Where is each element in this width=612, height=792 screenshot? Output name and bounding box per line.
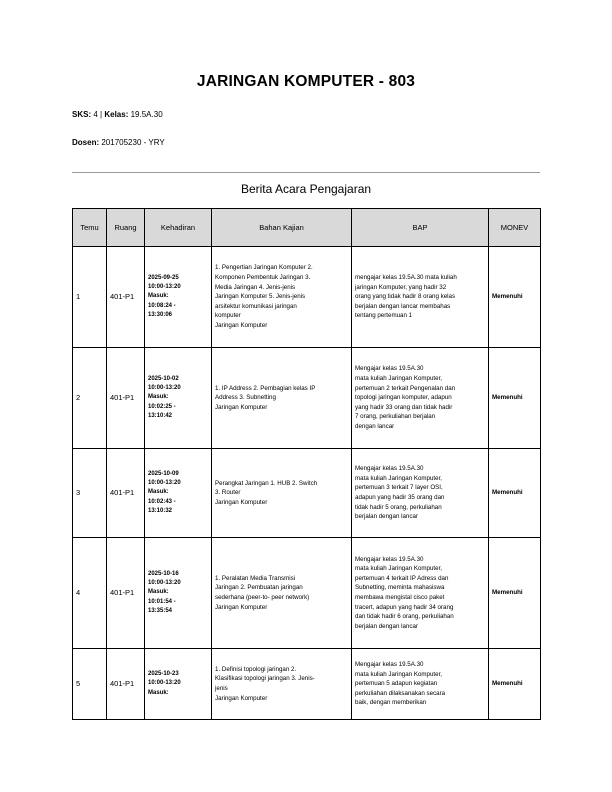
cell-bahan-kajian-line: komputer bbox=[215, 312, 241, 320]
cell-kehadiran bbox=[145, 449, 212, 538]
cell-bap bbox=[352, 649, 489, 720]
cell-bap bbox=[352, 538, 489, 649]
cell-monev: Memenuhi bbox=[489, 649, 541, 720]
cell-bap-line: perkuliahan dilaksanakan secara bbox=[355, 689, 446, 697]
cell-bahan-kajian-line: Jaringan Komputer bbox=[215, 603, 268, 611]
cell-bap-line: tentang pertemuan 1 bbox=[355, 312, 413, 320]
cell-kehadiran-line: 2025-10-16 bbox=[148, 570, 179, 577]
cell-bahan-kajian-line: jenis bbox=[215, 685, 228, 692]
cell-temu: 4 bbox=[73, 538, 107, 649]
cell-monev: Memenuhi bbox=[489, 538, 541, 649]
cell-kehadiran-line: Masuk: bbox=[148, 394, 169, 401]
cell-kehadiran bbox=[145, 538, 212, 649]
cell-bahan-kajian-line: sederhana (peer-to- peer network) bbox=[215, 594, 310, 601]
cell-bap-line: dan tidak hadir 6 orang, perkuliahan bbox=[355, 613, 454, 621]
cell-bahan-kajian-line: 1. Definisi topologi jaringan 2. bbox=[215, 665, 297, 673]
table-row bbox=[73, 649, 541, 720]
cell-kehadiran-line: 13:10:32 bbox=[148, 507, 173, 514]
cell-bahan-kajian-line: 1. IP Address 2. Pembagian kelas IP bbox=[215, 384, 316, 392]
cell-bahan-kajian-line: Komponen Pembentuk Jaringan 3. bbox=[215, 273, 311, 281]
cell-bap-line: Mengajar kelas 19.5A.30 bbox=[355, 660, 424, 668]
cell-bahan-kajian-line: Jaringan Komputer bbox=[215, 403, 268, 411]
header-temu: Temu bbox=[73, 209, 107, 247]
header-bahan-kajian: Bahan Kajian bbox=[212, 209, 352, 247]
cell-bap-line: Mengajar kelas 19.5A.30 bbox=[355, 365, 424, 373]
dosen-value: 201705230 - YRY bbox=[101, 138, 165, 147]
cell-bahan-kajian bbox=[212, 649, 352, 720]
cell-ruang: 401-P1 bbox=[107, 247, 145, 348]
cell-bahan-kajian-line: 1. Pengertian Jaringan Komputer 2. bbox=[215, 264, 313, 272]
cell-kehadiran bbox=[145, 247, 212, 348]
cell-bap-line: membawa mengistal cisco paket bbox=[355, 594, 445, 601]
cell-kehadiran-line: 2025-10-09 bbox=[148, 470, 179, 477]
cell-bap-line: dengan lancar bbox=[355, 423, 395, 431]
cell-bahan-kajian-line: Jaringan Komputer bbox=[215, 322, 268, 330]
cell-kehadiran bbox=[145, 348, 212, 449]
cell-kehadiran-line: 10:00-13:20 bbox=[148, 680, 181, 687]
cell-temu: 5 bbox=[73, 649, 107, 720]
meta-separator: | bbox=[100, 110, 103, 119]
cell-ruang: 401-P1 bbox=[107, 449, 145, 538]
cell-bap-line: berjalan dengan lancar bbox=[355, 513, 418, 521]
cell-kehadiran-line: 2025-09-25 bbox=[148, 274, 179, 281]
sks-value: 4 bbox=[93, 110, 98, 119]
cell-bahan-kajian-line: Media Jaringan 4. Jenis-jenis bbox=[215, 283, 296, 291]
cell-bahan-kajian-line: Jaringan 2. Pembuatan jaringan bbox=[215, 584, 303, 592]
cell-bap-line: mengajar kelas 19.5A.30 mata kuliah bbox=[355, 273, 457, 281]
course-meta-sks-kelas bbox=[72, 110, 163, 119]
cell-bap-line: baik, dengan memberikan bbox=[355, 699, 427, 707]
cell-kehadiran-line: Masuk: bbox=[148, 489, 169, 496]
cell-bap bbox=[352, 247, 489, 348]
cell-bap-line: pertemuan 3 terkait 7 layer OSI, bbox=[355, 484, 443, 492]
section-title: Berita Acara Pengajaran bbox=[240, 182, 372, 196]
cell-kehadiran-line: 13:35:54 bbox=[148, 607, 173, 614]
cell-bap-line: Subnetting, meminta mahasiswa bbox=[355, 584, 445, 592]
cell-bahan-kajian-line: Perangkat Jaringan 1. HUB 2. Switch bbox=[215, 479, 318, 487]
cell-ruang: 401-P1 bbox=[107, 538, 145, 649]
cell-bap-line: mata kuliah Jaringan Komputer, bbox=[355, 374, 443, 382]
table-row bbox=[73, 538, 541, 649]
cell-kehadiran-line: 13:10:42 bbox=[148, 412, 173, 419]
cell-bap-line: orang yang tidak hadir 8 orang kelas bbox=[355, 293, 456, 301]
header-ruang: Ruang bbox=[107, 209, 145, 247]
cell-kehadiran-line: 2025-10-02 bbox=[148, 375, 179, 382]
cell-kehadiran-line: 2025-10-23 bbox=[148, 671, 179, 678]
cell-bahan-kajian-line: Jaringan Komputer bbox=[215, 498, 268, 506]
cell-temu: 2 bbox=[73, 348, 107, 449]
cell-bap-line: 7 orang, perkuliahan berjalan bbox=[355, 413, 436, 421]
cell-bap-line: topologi jaringan komputer, adapun bbox=[355, 394, 452, 402]
table-row bbox=[73, 348, 541, 449]
cell-kehadiran-line: 10:02:25 - bbox=[148, 403, 176, 410]
cell-bahan-kajian-line: arsitektur komunikasi jaringan bbox=[215, 302, 297, 310]
course-title: JARINGAN KOMPUTER - 803 bbox=[196, 73, 416, 90]
header-monev: MONEV bbox=[489, 209, 541, 247]
cell-bap-line: pertemuan 5 adapun kegiatan bbox=[355, 680, 438, 688]
cell-bahan-kajian bbox=[212, 449, 352, 538]
cell-bap-line: berjalan dengan lancar membahas bbox=[355, 302, 451, 310]
cell-kehadiran-line: 10:00-13:20 bbox=[148, 480, 181, 487]
cell-bap-line: berjalan dengan lancar bbox=[355, 622, 418, 630]
cell-kehadiran-line: 10:00-13:20 bbox=[148, 580, 181, 587]
cell-bap-line: Mengajar kelas 19.5A.30 bbox=[355, 465, 424, 473]
cell-kehadiran-line: 10:00-13:20 bbox=[148, 284, 181, 291]
cell-kehadiran-line: 10:01:54 - bbox=[148, 598, 176, 605]
kelas-label: Kelas: bbox=[104, 110, 129, 119]
cell-bap-line: jaringan Komputer, yang hadir 32 bbox=[355, 283, 447, 291]
bap-table bbox=[72, 208, 541, 720]
cell-bahan-kajian bbox=[212, 247, 352, 348]
cell-bahan-kajian-line: 3. Router bbox=[215, 489, 241, 497]
cell-bap-line: tidak hadir 5 orang, perkuliahan bbox=[355, 503, 442, 511]
cell-bahan-kajian-line: Address 3. Subnetting bbox=[215, 394, 276, 402]
cell-ruang: 401-P1 bbox=[107, 348, 145, 449]
cell-bap-line: adapun yang hadir 35 orang dan bbox=[355, 494, 445, 501]
cell-monev: Memenuhi bbox=[489, 449, 541, 538]
cell-bahan-kajian-line: Jaringan Komputer bbox=[215, 694, 268, 702]
cell-bahan-kajian bbox=[212, 538, 352, 649]
cell-ruang: 401-P1 bbox=[107, 649, 145, 720]
cell-kehadiran bbox=[145, 649, 212, 720]
cell-bap-line: mata kuliah Jaringan Komputer, bbox=[355, 565, 443, 573]
divider-line bbox=[72, 172, 540, 173]
cell-kehadiran-line: 10:08:24 - bbox=[148, 302, 176, 309]
cell-bap-line: mata kuliah Jaringan Komputer, bbox=[355, 474, 443, 482]
cell-temu: 3 bbox=[73, 449, 107, 538]
sks-label: SKS: bbox=[72, 110, 92, 119]
cell-bap-line: mata kuliah Jaringan Komputer, bbox=[355, 670, 443, 678]
table-row bbox=[73, 449, 541, 538]
course-meta-dosen bbox=[72, 138, 165, 147]
table-header-row bbox=[73, 209, 541, 247]
cell-kehadiran-line: 10:00-13:20 bbox=[148, 385, 181, 392]
cell-bahan-kajian-line: 1. Peralatan Media Transmisi bbox=[215, 574, 296, 582]
cell-bap bbox=[352, 348, 489, 449]
cell-bap-line: Mengajar kelas 19.5A.30 bbox=[355, 555, 424, 563]
cell-kehadiran-line: 10:02:43 - bbox=[148, 498, 176, 505]
cell-bap-line: yang hadir 33 orang dan tidak hadir bbox=[355, 403, 453, 411]
dosen-label: Dosen: bbox=[72, 138, 100, 147]
cell-kehadiran-line: 13:30:06 bbox=[148, 311, 173, 318]
cell-bap bbox=[352, 449, 489, 538]
cell-bap-line: pertemuan 2 terkait Pengenalan dan bbox=[355, 384, 456, 392]
header-bap: BAP bbox=[352, 209, 489, 247]
cell-bap-line: tracert, adapun yang hadir 34 orang bbox=[355, 603, 454, 611]
cell-monev: Memenuhi bbox=[489, 348, 541, 449]
cell-bahan-kajian-line: Klasifikasi topologi jaringan 3. Jenis- bbox=[215, 675, 315, 683]
cell-bahan-kajian-line: Jaringan Komputer 5. Jenis-jenis bbox=[215, 293, 306, 301]
cell-bap-line: pertemuan 4 terkait IP Adress dan bbox=[355, 574, 449, 582]
cell-kehadiran-line: Masuk: bbox=[148, 689, 169, 696]
cell-temu: 1 bbox=[73, 247, 107, 348]
cell-kehadiran-line: Masuk: bbox=[148, 293, 169, 300]
cell-kehadiran-line: Masuk: bbox=[148, 589, 169, 596]
table-row bbox=[73, 247, 541, 348]
cell-monev: Memenuhi bbox=[489, 247, 541, 348]
cell-bahan-kajian bbox=[212, 348, 352, 449]
header-kehadiran: Kehadiran bbox=[145, 209, 212, 247]
kelas-value: 19.5A.30 bbox=[130, 110, 163, 119]
